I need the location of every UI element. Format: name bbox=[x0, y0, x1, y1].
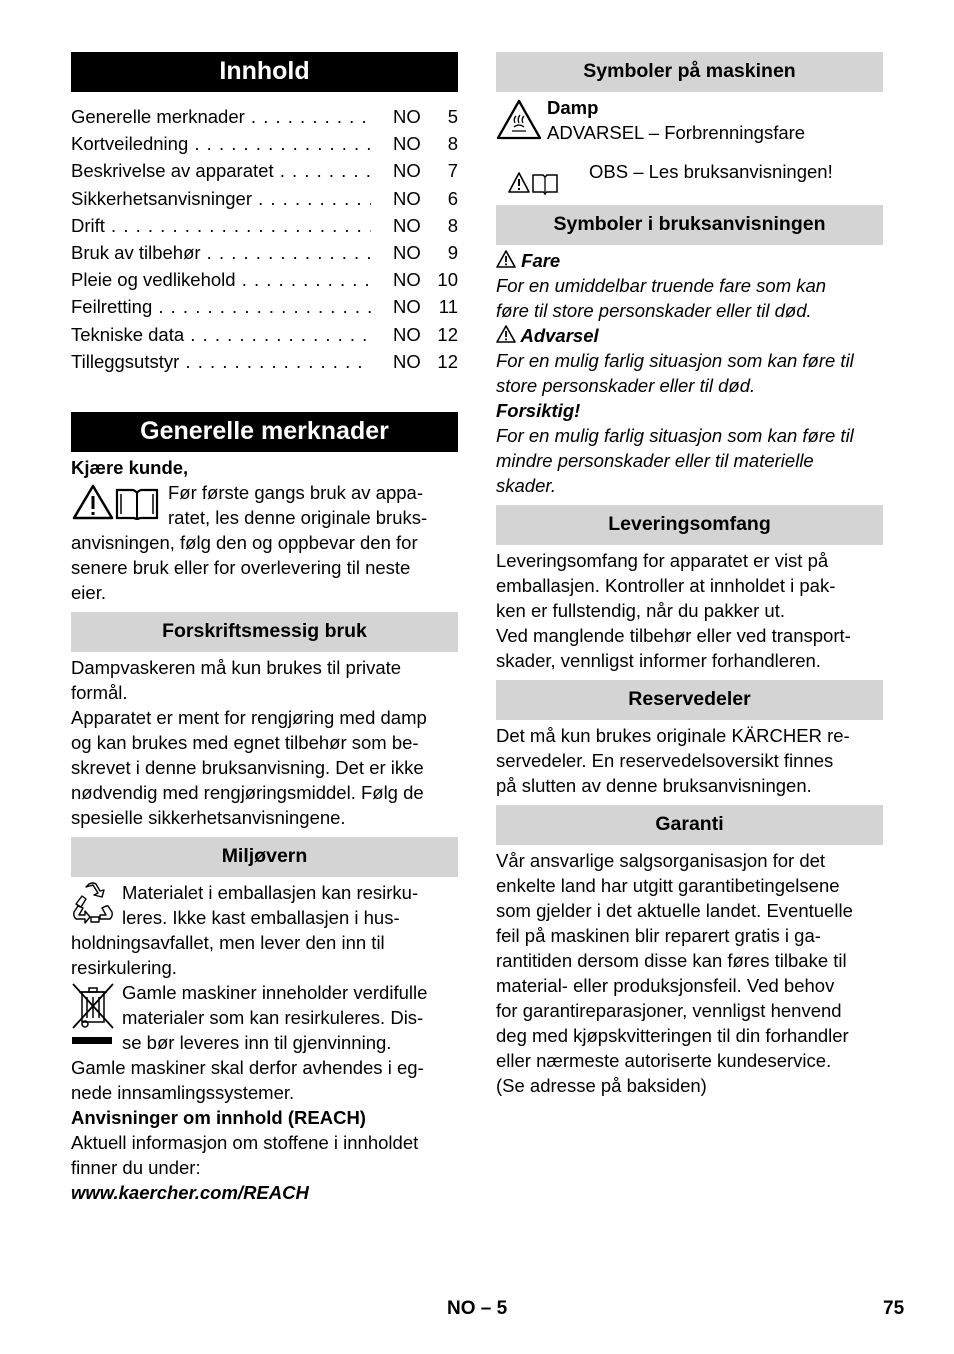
proper-use-line: og kan brukes med egnet tilbehør som be- bbox=[71, 731, 419, 753]
damp-label: Damp bbox=[547, 97, 599, 118]
toc-row[interactable] bbox=[71, 130, 458, 157]
proper-use-heading: Forskriftsmessig bruk bbox=[71, 612, 458, 652]
forsiktig-line: mindre personskader eller til materielle bbox=[496, 450, 814, 471]
toc-page: 10 bbox=[437, 269, 458, 291]
toc-heading: Innhold bbox=[71, 52, 458, 92]
crossed-bin-icon bbox=[71, 982, 115, 1048]
toc-page: 5 bbox=[447, 106, 458, 127]
toc-title: Generelle merknader . . . bbox=[71, 103, 371, 130]
toc-title: Pleie og vedlikehold . . . bbox=[71, 266, 371, 293]
toc-title: Bruk av tilbehør . . . bbox=[71, 239, 371, 266]
weee-line-3: se bør leveres inn til gjenvinning. bbox=[122, 1031, 392, 1053]
reach-line-1: Aktuell informasjon om stoffene i innholdet bbox=[71, 1131, 419, 1153]
toc-page: 12 bbox=[437, 350, 458, 372]
proper-use-line: skrevet i denne bruksanvisning. Det er ikke bbox=[71, 756, 424, 778]
intro-block bbox=[71, 480, 458, 530]
warranty-line: rantitiden dersom disse kan føres tilbake til bbox=[496, 950, 847, 971]
greeting: Kjære kunde, bbox=[71, 456, 189, 478]
toc-code: NO bbox=[393, 241, 421, 263]
advarsel-row bbox=[496, 323, 883, 348]
toc-code: NO bbox=[393, 323, 421, 345]
fare-row bbox=[496, 248, 883, 273]
intro-line-1: Før første gangs bruk av appa- bbox=[168, 481, 423, 503]
recycle-icon bbox=[71, 882, 115, 926]
forsiktig-label: Forsiktig! bbox=[496, 400, 581, 421]
reach-line-2: finner du under: bbox=[71, 1156, 201, 1178]
warranty-heading: Garanti bbox=[496, 805, 883, 845]
proper-use-line: Dampvaskeren må kun brukes til private bbox=[71, 656, 402, 678]
toc-page: 9 bbox=[447, 241, 458, 263]
toc-code: NO bbox=[393, 133, 421, 155]
delivery-line: Ved manglende tilbehør eller ved transport- bbox=[496, 625, 851, 646]
toc-code: NO bbox=[393, 296, 421, 318]
warning-manual-icon bbox=[71, 484, 159, 520]
intro-line-5: eier. bbox=[71, 581, 106, 603]
warranty-line: enkelte land har utgitt garantibetingelsene bbox=[496, 875, 840, 896]
toc-page: 7 bbox=[447, 160, 458, 182]
footer-section: NO – 5 bbox=[447, 1298, 508, 1319]
recycle-line-2: leres. Ikke kast emballasjen i hus- bbox=[122, 906, 400, 928]
toc-title: Sikkerhetsanvisninger . . . bbox=[71, 185, 371, 212]
toc-code: NO bbox=[393, 160, 421, 182]
toc-title: Kortveiledning . . . bbox=[71, 130, 371, 157]
warranty-line: eller nærmeste autoriserte kundeservice. bbox=[496, 1050, 832, 1071]
fare-label: Fare bbox=[521, 250, 561, 271]
toc-row[interactable] bbox=[71, 348, 458, 375]
reach-title: Anvisninger om innhold (REACH) bbox=[71, 1106, 366, 1128]
toc-row[interactable] bbox=[71, 212, 458, 239]
obs-block bbox=[496, 155, 883, 201]
warranty-line: (Se adresse på baksiden) bbox=[496, 1075, 707, 1096]
forsiktig-line: For en mulig farlig situasjon som kan føre til bbox=[496, 425, 854, 446]
footer-page-number: 75 bbox=[883, 1298, 905, 1319]
toc-code: NO bbox=[393, 106, 421, 127]
fare-line: føre til store personskader eller til død. bbox=[496, 300, 812, 321]
toc-code: NO bbox=[393, 350, 421, 372]
delivery-line: skader, vennligst informer forhandleren. bbox=[496, 650, 821, 671]
toc-code: NO bbox=[393, 269, 421, 291]
environment-heading: Miljøvern bbox=[71, 837, 458, 877]
intro-line-2: ratet, les denne originale bruks- bbox=[168, 506, 428, 528]
warning-icon bbox=[496, 325, 516, 343]
toc-code: NO bbox=[393, 187, 421, 209]
toc-page: 11 bbox=[438, 296, 458, 318]
forsiktig-line: skader. bbox=[496, 475, 556, 496]
recycle-line-1: Materialet i emballasjen kan resirku- bbox=[122, 881, 419, 903]
weee-line-5: nede innsamlingssystemer. bbox=[71, 1081, 295, 1103]
warranty-line: feil på maskinen blir reparert gratis i ga- bbox=[496, 925, 821, 946]
weee-line-1: Gamle maskiner inneholder verdifulle bbox=[122, 981, 428, 1003]
damp-block bbox=[496, 95, 883, 153]
warning-icon bbox=[496, 250, 516, 268]
proper-use-line: Apparatet er ment for rengjøring med damp bbox=[71, 706, 427, 728]
spare-parts-line: servedeler. En reservedelsoversikt finnes bbox=[496, 750, 834, 771]
warranty-line: for garantireparasjoner, vennligst henvend bbox=[496, 1000, 842, 1021]
toc-code: NO bbox=[393, 214, 421, 236]
advarsel-label: Advarsel bbox=[520, 325, 599, 346]
advarsel-line: store personskader eller til død. bbox=[496, 375, 756, 396]
recycle-line-4: resirkulering. bbox=[71, 956, 177, 978]
warranty-line: som gjelder i det aktuelle landet. Eventuelle bbox=[496, 900, 853, 921]
right-column bbox=[496, 52, 883, 1098]
weee-line-2: materialer som kan resirkuleres. Dis- bbox=[122, 1006, 424, 1028]
toc-row[interactable] bbox=[71, 293, 458, 320]
weee-line-4: Gamle maskiner skal derfor avhendes i eg- bbox=[71, 1056, 424, 1078]
delivery-line: Leveringsomfang for apparatet er vist på bbox=[496, 550, 829, 571]
warranty-line: Vår ansvarlige salgsorganisasjon for det bbox=[496, 850, 826, 871]
hot-steam-warning-icon bbox=[496, 99, 542, 141]
toc-title: Tekniske data . . . bbox=[71, 321, 371, 348]
warranty-text bbox=[496, 848, 883, 1098]
toc-title: Feilretting . . . bbox=[71, 293, 371, 320]
spare-parts-heading: Reservedeler bbox=[496, 680, 883, 720]
toc-row[interactable] bbox=[71, 103, 458, 130]
toc-page: 8 bbox=[447, 214, 458, 236]
proper-use-line: spesielle sikkerhetsanvisningene. bbox=[71, 806, 346, 828]
toc-row[interactable] bbox=[71, 157, 458, 184]
toc-page: 8 bbox=[447, 133, 458, 155]
read-manual-icon bbox=[508, 171, 570, 195]
manual-symbols-heading: Symboler i bruksanvisningen bbox=[496, 205, 883, 245]
intro-line-3: anvisningen, følg den og oppbevar den for bbox=[71, 531, 418, 553]
spare-parts-line: på slutten av denne bruksanvisningen. bbox=[496, 775, 812, 796]
toc-list bbox=[71, 103, 458, 375]
intro-line-4: senere bruk eller for overlevering til neste bbox=[71, 556, 411, 578]
machine-symbols-heading: Symboler på maskinen bbox=[496, 52, 883, 92]
toc-title: Drift . . . bbox=[71, 212, 371, 239]
toc-page: 6 bbox=[447, 187, 458, 209]
warranty-line: material- eller produksjonsfeil. Ved behov bbox=[496, 975, 835, 996]
delivery-line: ken er fullstendig, når du pakker ut. bbox=[496, 600, 785, 621]
proper-use-text bbox=[71, 655, 458, 830]
toc-title: Tilleggsutstyr . . . bbox=[71, 348, 371, 375]
reach-url-link[interactable]: www.kaercher.com/REACH bbox=[71, 1181, 309, 1203]
delivery-heading: Leveringsomfang bbox=[496, 505, 883, 545]
left-column bbox=[71, 52, 458, 1205]
toc-row[interactable] bbox=[71, 239, 458, 266]
delivery-line: emballasjen. Kontroller at innholdet i pak- bbox=[496, 575, 836, 596]
manual-symbols-text bbox=[496, 248, 883, 498]
advarsel-line: For en mulig farlig situasjon som kan føre til bbox=[496, 350, 854, 371]
proper-use-line: nødvendig med rengjøringsmiddel. Følg de bbox=[71, 781, 424, 803]
toc-page: 12 bbox=[437, 323, 458, 345]
recycle-block bbox=[71, 880, 458, 930]
obs-text: OBS – Les bruksanvisningen! bbox=[589, 161, 833, 182]
general-heading: Generelle merknader bbox=[71, 412, 458, 452]
damp-text: ADVARSEL – Forbrenningsfare bbox=[547, 122, 806, 143]
toc-row[interactable] bbox=[71, 266, 458, 293]
toc-title: Beskrivelse av apparatet . . . bbox=[71, 157, 371, 184]
recycle-line-3: holdningsavfallet, men lever den inn til bbox=[71, 931, 385, 953]
delivery-text bbox=[496, 548, 883, 673]
toc-row[interactable] bbox=[71, 321, 458, 348]
warranty-line: deg med kjøpskvitteringen til din forhandler bbox=[496, 1025, 849, 1046]
fare-line: For en umiddelbar truende fare som kan bbox=[496, 275, 827, 296]
weee-block bbox=[71, 980, 458, 1055]
spare-parts-line: Det må kun brukes originale KÄRCHER re- bbox=[496, 725, 850, 746]
spare-parts-text bbox=[496, 723, 883, 798]
toc-row[interactable] bbox=[71, 185, 458, 212]
proper-use-line: formål. bbox=[71, 681, 128, 703]
